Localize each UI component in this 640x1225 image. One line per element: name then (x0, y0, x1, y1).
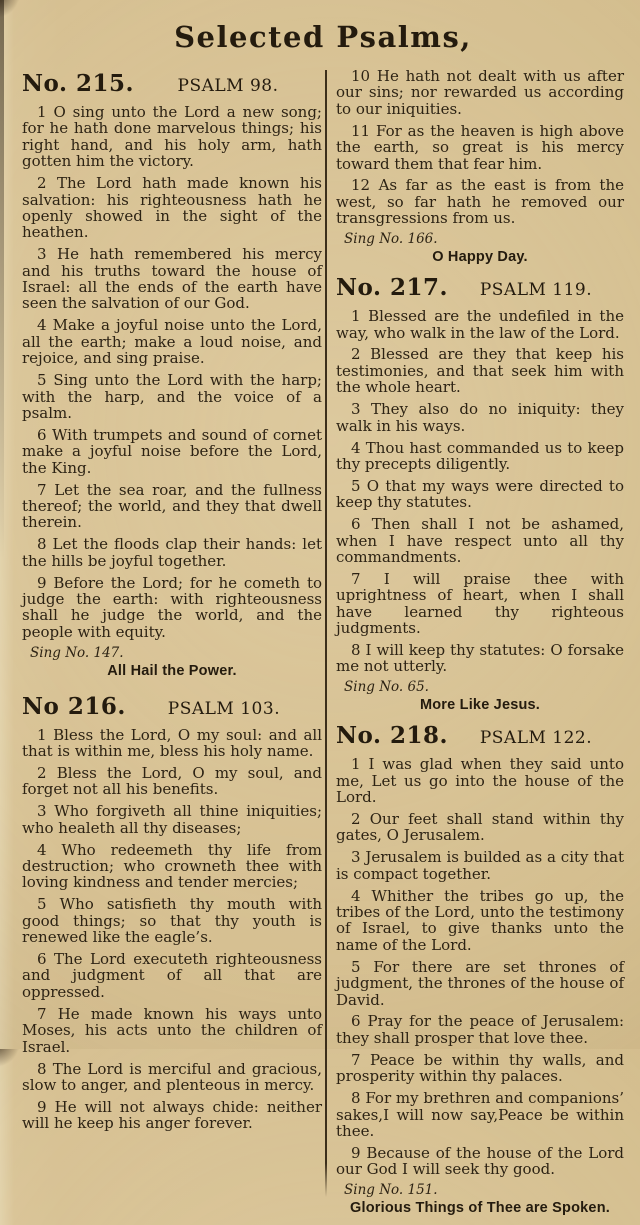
psalm-heading-216 (22, 693, 322, 720)
verse: 2 The Lord hath made known his salvation: his righteousness hath he openly showed in the sight of the heathen. (22, 174, 322, 242)
verse: 7 Let the sea roar, and the fullness thereof; the world, and they that dwell therein. (22, 480, 322, 532)
psalm-number: No. 217. (336, 274, 448, 302)
sing-ref: Sing No. 65. (344, 679, 429, 696)
right-column (336, 68, 624, 1225)
psalm-heading-217 (336, 274, 624, 301)
verse: 6 The Lord executeth righteousness and judgment of all that are oppressed. (22, 950, 322, 1001)
song-title: Glorious Things of Thee are Spoken. (350, 1200, 610, 1217)
verse: 2 Our feet shall stand within thy gates, O Jerusalem. (336, 810, 624, 845)
verse: 5 For there are set thrones of judgment, the thrones of the house of David. (336, 957, 624, 1009)
psalm-heading-215 (22, 70, 322, 97)
psalm-title: PSALM 98. (177, 76, 279, 96)
verse: 4 Thou hast commanded us to keep thy precepts diligently. (336, 438, 624, 473)
sing-ref: Sing No. 151. (344, 1182, 438, 1199)
verse: 4 Who redeemeth thy life from destruction; who crowneth thee with loving kindness and tender mercies; (22, 840, 322, 892)
verse: 10 He hath not dealt with us after our sins; nor rewarded us according to our iniquities. (336, 67, 624, 118)
verse: 7 I will praise thee with uprightness of heart, when I shall have learned thy righteous judgments. (336, 569, 624, 638)
song-title: O Happy Day. (432, 249, 528, 266)
psalm-title: PSALM 103. (167, 698, 281, 719)
column-divider-rule (325, 70, 327, 1197)
verse: 8 I will keep thy statutes: O forsake me not utterly. (336, 640, 624, 676)
psalm-title: PSALM 122. (479, 728, 593, 749)
verse: 3 They also do no iniquity: they walk in his ways. (336, 400, 624, 435)
verse: 8 The Lord is merciful and gracious, slow to anger, and plenteous in mercy. (22, 1059, 322, 1094)
verse: 4 Whither the tribes go up, the tribes of the Lord, unto the testimony of Israel, to give thanks unto the name of the Lord. (336, 886, 624, 954)
verse: 1 I was glad when they said unto me, Let us go into the house of the Lord. (336, 755, 624, 807)
verse: 2 Blessed are they that keep his testimonies, and that seek him with the whole heart. (336, 345, 624, 397)
verse: 1 Blessed are the undefiled in the way, who walk in the law of the Lord. (336, 307, 624, 342)
psalm-number: No. 215. (22, 70, 134, 97)
verse: 9 He will not always chide: neither will he keep his anger forever. (22, 1097, 322, 1133)
verse: 7 He made known his ways unto Moses, his acts unto the children of Israel. (22, 1004, 322, 1056)
verse: 11 For as the heaven is high above the earth, so great is his mercy toward them that fear him. (336, 121, 624, 173)
verse: 8 For my brethren and companions’ sakes,I will now say,Peace be within thee. (336, 1089, 624, 1140)
verse: 12 As far as the east is from the west, so far hath he removed our transgressions from us. (336, 176, 624, 228)
verse: 2 Bless the Lord, O my soul, and forget not all his benefits. (22, 764, 322, 799)
page-title: Selected Psalms, (174, 20, 472, 54)
psalm-number: No. 218. (336, 722, 448, 750)
verse: 6 With trumpets and sound of cornet make a joyful noise before the Lord, the King. (22, 425, 322, 477)
verse: 9 Because of the house of the Lord our God I will seek thy good. (336, 1143, 624, 1179)
verse: 5 Sing unto the Lord with the harp; with the harp, and the voice of a psalm. (22, 371, 322, 422)
two-column-layout (22, 68, 624, 1225)
verse: 8 Let the floods clap their hands: let the hills be joyful together. (22, 535, 322, 570)
sing-ref: Sing No. 147. (30, 644, 124, 661)
song-title: All Hail the Power. (107, 662, 237, 679)
verse: 1 Bless the Lord, O my soul: and all that is within me, bless his holy name. (22, 725, 322, 761)
song-title: More Like Jesus. (419, 697, 541, 714)
verse: 6 Pray for the peace of Jerusalem: they shall prosper that love thee. (336, 1012, 624, 1047)
verse: 9 Before the Lord; for he cometh to judge the earth: with righteousness shall he judge the world, and the people with equity. (22, 573, 322, 641)
psalm-title: PSALM 119. (479, 280, 593, 301)
psalm-heading-218 (336, 722, 624, 749)
sing-ref: Sing No. 166. (344, 231, 438, 248)
verse: 5 O that my ways were directed to keep thy statutes. (336, 476, 624, 512)
verse: 3 He hath remembered his mercy and his truths toward the house of Israel: all the ends of the earth have seen the salvation of our God. (22, 245, 322, 313)
verse: 3 Who forgiveth all thine iniquities; who healeth all thy diseases; (22, 802, 322, 837)
verse: 4 Make a joyful noise unto the Lord, all the earth; make a loud noise, and rejoice, and sing praise. (22, 316, 322, 368)
verse: 3 Jerusalem is builded as a city that is compact together. (336, 848, 624, 883)
verse: 6 Then shall I not be ashamed, when I have respect unto all thy commandments. (336, 515, 624, 566)
left-column (22, 68, 322, 1225)
verse: 1 O sing unto the Lord a new song; for he hath done marvelous things; his right hand, and his holy arm, hath gotten him the victory. (22, 103, 322, 171)
verse: 5 Who satisfieth thy mouth with good things; so that thy youth is renewed like the eagle’s. (22, 895, 322, 947)
verse: 7 Peace be within thy walls, and prosperity within thy palaces. (336, 1050, 624, 1086)
psalm-number: No 216. (22, 692, 126, 720)
